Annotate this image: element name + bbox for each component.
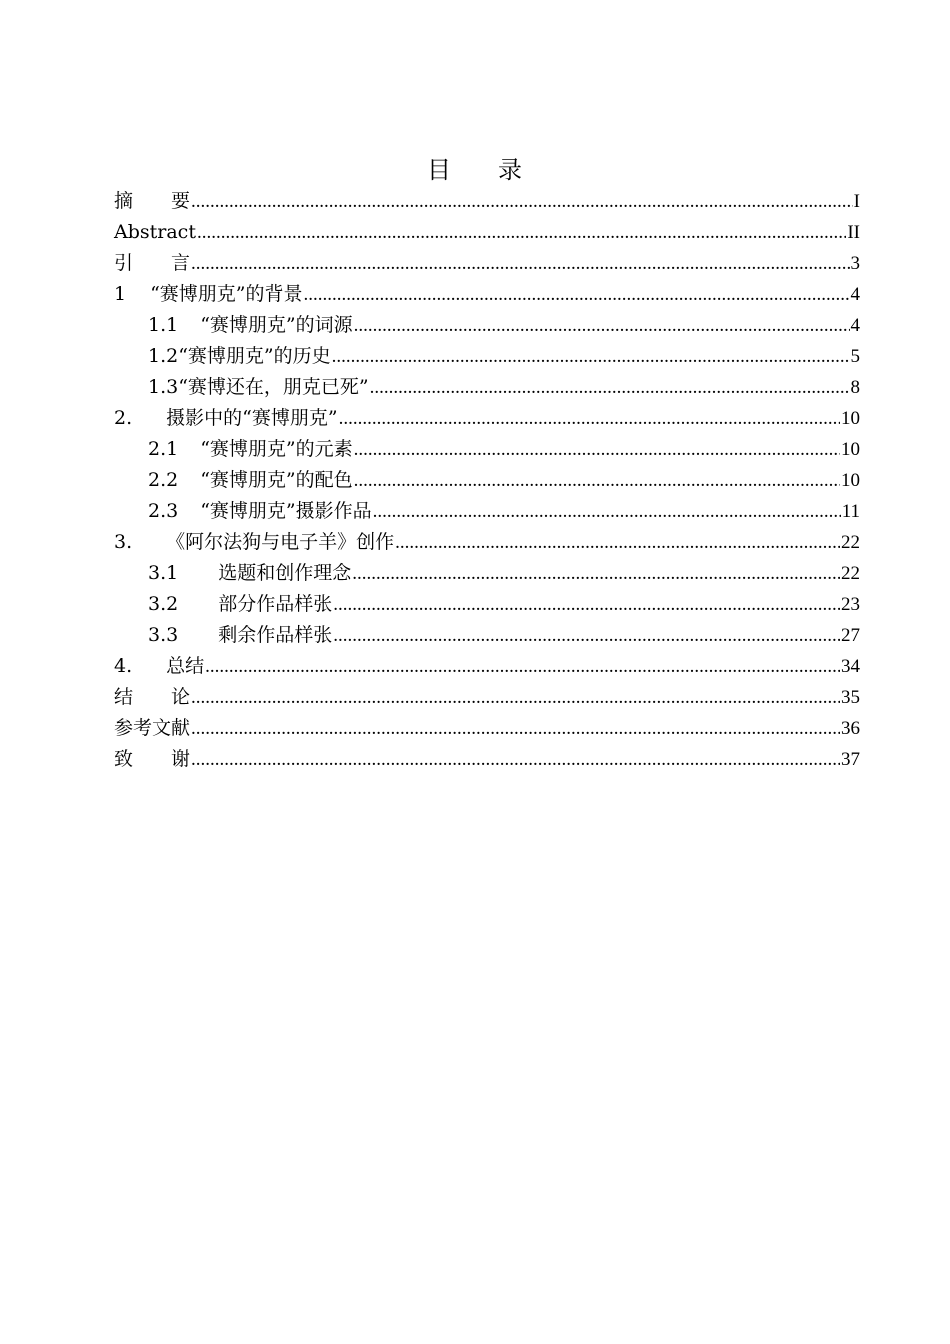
toc-page-number: 23 (841, 594, 860, 615)
toc-page-number: 10 (841, 470, 860, 491)
toc-page-number: 4 (850, 315, 860, 336)
toc-leader-dots (373, 496, 841, 527)
toc-entry-number: 1.1 (148, 314, 179, 336)
toc-entry-number: 3.2 (148, 593, 179, 615)
toc-entry-text: 部分作品样张 (218, 593, 333, 615)
toc-entry-number: 1.2 (148, 345, 179, 367)
toc-entry-label (148, 620, 332, 651)
toc-entry-text: “赛博朋克”的词源 (200, 314, 353, 336)
toc-entry[interactable] (114, 682, 860, 713)
toc-entry-number: 3.1 (148, 562, 179, 584)
toc-entry-text: 总结 (166, 655, 205, 677)
toc-page-number: 37 (841, 749, 860, 770)
toc-entry-label (114, 403, 338, 434)
toc-entry-text: “赛博朋克”的历史 (178, 345, 331, 367)
toc-leader-dots (191, 713, 840, 744)
toc-entry-label (114, 744, 190, 775)
toc-entry[interactable] (114, 620, 860, 651)
toc-leader-dots (205, 651, 840, 682)
toc-entry-number: 1.3 (148, 376, 179, 398)
toc-entry-label (114, 279, 303, 310)
toc-leader-dots (197, 217, 846, 248)
toc-page-number: 5 (850, 346, 860, 367)
toc-leader-dots (354, 434, 840, 465)
toc-entry-text: Abstract (114, 221, 196, 243)
toc-entry[interactable] (114, 589, 860, 620)
toc-title-char-2: 录 (498, 156, 523, 184)
toc-page-number: 11 (841, 501, 860, 522)
toc-page-number: 10 (841, 439, 860, 460)
toc-entry-label (148, 558, 351, 589)
toc-page-number: 3 (850, 253, 860, 274)
toc-entry-label (148, 372, 369, 403)
toc-entry[interactable] (114, 217, 860, 248)
toc-leader-dots (333, 620, 840, 651)
toc-entry-text: 参考文献 (114, 717, 191, 739)
toc-entry-label (148, 465, 353, 496)
toc-leader-dots (332, 341, 850, 372)
toc-page-number: 22 (841, 563, 860, 584)
toc-entry-number: 3.3 (148, 624, 179, 646)
toc-page-number: II (847, 222, 860, 243)
toc-page-number: 36 (841, 718, 860, 739)
toc-entry-label (114, 527, 394, 558)
toc-entry-number: 2.3 (148, 500, 179, 522)
toc-entry-label (114, 713, 190, 744)
toc-entry[interactable] (114, 403, 860, 434)
toc-entry[interactable] (114, 496, 860, 527)
toc-entry-number: 2.1 (148, 438, 179, 460)
toc-page-number: 27 (841, 625, 860, 646)
toc-entry-text: 摄影中的“赛博朋克” (166, 407, 338, 429)
toc-entry-text: “赛博还在，朋克已死” (178, 376, 369, 398)
toc-entry-number: 2. (114, 407, 133, 429)
toc-entry-text: 结论 (114, 686, 191, 708)
toc-page-number: 4 (850, 284, 860, 305)
toc-entry[interactable] (114, 713, 860, 744)
toc-entry-text: “赛博朋克”的元素 (200, 438, 353, 460)
toc-entry-text: 剩余作品样张 (218, 624, 333, 646)
toc-entry-label (148, 434, 353, 465)
toc-entry[interactable] (114, 434, 860, 465)
toc-leader-dots (354, 465, 840, 496)
toc-entry-text: 选题和创作理念 (218, 562, 352, 584)
toc-entry-label (114, 217, 196, 248)
toc-entry[interactable] (114, 372, 860, 403)
toc-entry-label (114, 248, 190, 279)
toc-entry-text: “赛博朋克”摄影作品 (200, 500, 372, 522)
toc-page-number: 10 (841, 408, 860, 429)
toc-entry-label (114, 651, 204, 682)
toc-entry[interactable] (114, 248, 860, 279)
toc-entry-text: 摘要 (114, 190, 191, 212)
toc-entry-label (114, 186, 190, 217)
toc-entry-text: “赛博朋克”的背景 (150, 283, 303, 305)
toc-entry[interactable] (114, 744, 860, 775)
toc-title (0, 150, 950, 190)
toc-entry[interactable] (114, 310, 860, 341)
toc-leader-dots (304, 279, 850, 310)
toc-leader-dots (395, 527, 840, 558)
toc-page-number: 34 (841, 656, 860, 677)
toc-title-char-1: 目 (427, 156, 452, 184)
toc-entry-label (148, 341, 331, 372)
toc-entry[interactable] (114, 341, 860, 372)
toc-entry-label (148, 310, 353, 341)
toc-page-number: 22 (841, 532, 860, 553)
toc-leader-dots (352, 558, 840, 589)
toc-entry-number: 1 (114, 283, 127, 305)
toc-leader-dots (191, 248, 849, 279)
toc-leader-dots (354, 310, 850, 341)
toc-entry[interactable] (114, 558, 860, 589)
toc-page-number: 35 (841, 687, 860, 708)
toc-leader-dots (191, 186, 853, 217)
toc-page-number: I (853, 191, 860, 212)
toc-leader-dots (370, 372, 850, 403)
toc-entry-label (114, 682, 190, 713)
toc-entry-number: 3. (114, 531, 133, 553)
toc-entry-text: 《阿尔法狗与电子羊》创作 (166, 531, 395, 553)
toc-page-number: 8 (850, 377, 860, 398)
toc-entry[interactable] (114, 527, 860, 558)
toc-entry-text: 引言 (114, 252, 191, 274)
toc-leader-dots (333, 589, 840, 620)
toc-list (114, 186, 860, 775)
toc-entry-number: 2.2 (148, 469, 179, 491)
toc-entry-text: “赛博朋克”的配色 (200, 469, 353, 491)
toc-entry[interactable] (114, 465, 860, 496)
toc-entry[interactable] (114, 651, 860, 682)
toc-entry[interactable] (114, 186, 860, 217)
toc-leader-dots (191, 744, 840, 775)
toc-entry-label (148, 589, 332, 620)
toc-entry-text: 致谢 (114, 748, 191, 770)
toc-leader-dots (191, 682, 840, 713)
toc-entry-number: 4. (114, 655, 133, 677)
toc-leader-dots (339, 403, 840, 434)
toc-entry-label (148, 496, 372, 527)
toc-entry[interactable] (114, 279, 860, 310)
